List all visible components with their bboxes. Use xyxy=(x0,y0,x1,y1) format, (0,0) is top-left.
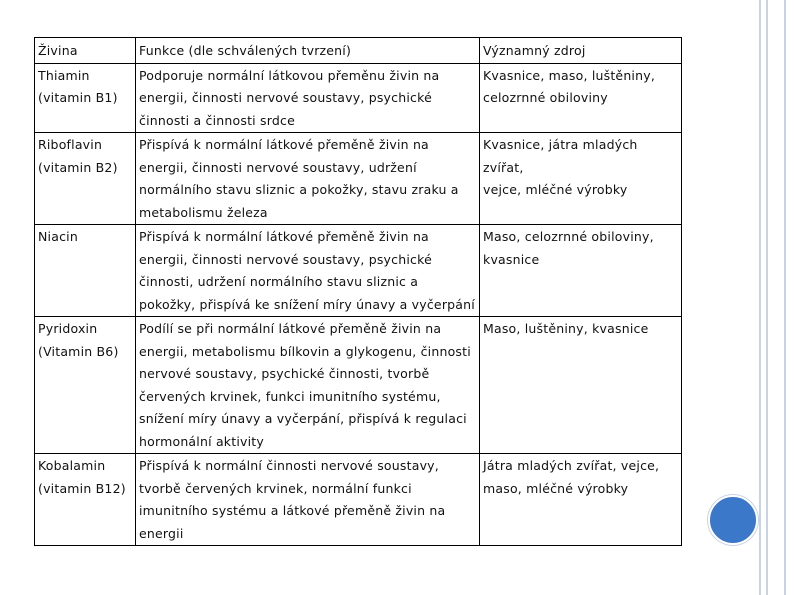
source-cell: Játra mladých zvířat, vejce, maso, mléčné výrobky xyxy=(480,454,682,546)
nutrient-cell: Riboflavin (vitamin B2) xyxy=(35,133,136,225)
table-row xyxy=(35,63,682,133)
source-cell: Kvasnice, játra mladých zvířat, vejce, mléčné výrobky xyxy=(480,133,682,225)
nutrient-cell: Thiamin (vitamin B1) xyxy=(35,63,136,133)
decorative-circle xyxy=(708,495,758,545)
function-cell: Přispívá k normální látkové přeměně živin na energii, činnosti nervové soustavy, udržení normálního stavu sliznic a pokožky, stavu zraku a metabolismu železa xyxy=(136,133,480,225)
function-cell: Přispívá k normální činnosti nervové soustavy, tvorbě červených krvinek, normální funkci imunitního systému a látkové přeměně živin na energii xyxy=(136,454,480,546)
decorative-rule xyxy=(784,0,786,595)
vitamin-table xyxy=(34,37,682,546)
header-nutrient: Živina xyxy=(35,38,136,64)
table-row xyxy=(35,317,682,454)
decorative-rule xyxy=(759,0,761,595)
table-header-row xyxy=(35,38,682,64)
function-cell: Podporuje normální látkovou přeměnu živin na energii, činnosti nervové soustavy, psychické činnosti a činnosti srdce xyxy=(136,63,480,133)
function-cell: Přispívá k normální látkové přeměně živin na energii, činnosti nervové soustavy, psychické činnosti, udržení normálního stavu sliznic a pokožky, přispívá ke snížení míry únavy a vyčerpání xyxy=(136,225,480,317)
decorative-rule xyxy=(766,0,768,595)
source-cell: Maso, celozrnné obiloviny, kvasnice xyxy=(480,225,682,317)
source-cell: Kvasnice, maso, luštěniny, celozrnné obiloviny xyxy=(480,63,682,133)
nutrient-cell: Niacin xyxy=(35,225,136,317)
source-cell: Maso, luštěniny, kvasnice xyxy=(480,317,682,454)
table-row xyxy=(35,133,682,225)
table-row xyxy=(35,454,682,546)
nutrient-cell: Kobalamin (vitamin B12) xyxy=(35,454,136,546)
header-source: Významný zdroj xyxy=(480,38,682,64)
header-function: Funkce (dle schválených tvrzení) xyxy=(136,38,480,64)
table-row xyxy=(35,225,682,317)
nutrient-cell: Pyridoxin (Vitamin B6) xyxy=(35,317,136,454)
function-cell: Podílí se při normální látkové přeměně živin na energii, metabolismu bílkovin a glykogenu, činnosti nervové soustavy, psychické činnosti, tvorbě červených krvinek, funkci imunitního systému, snížení míry únavy a vyčerpání, přispívá k regulaci hormonální aktivity xyxy=(136,317,480,454)
